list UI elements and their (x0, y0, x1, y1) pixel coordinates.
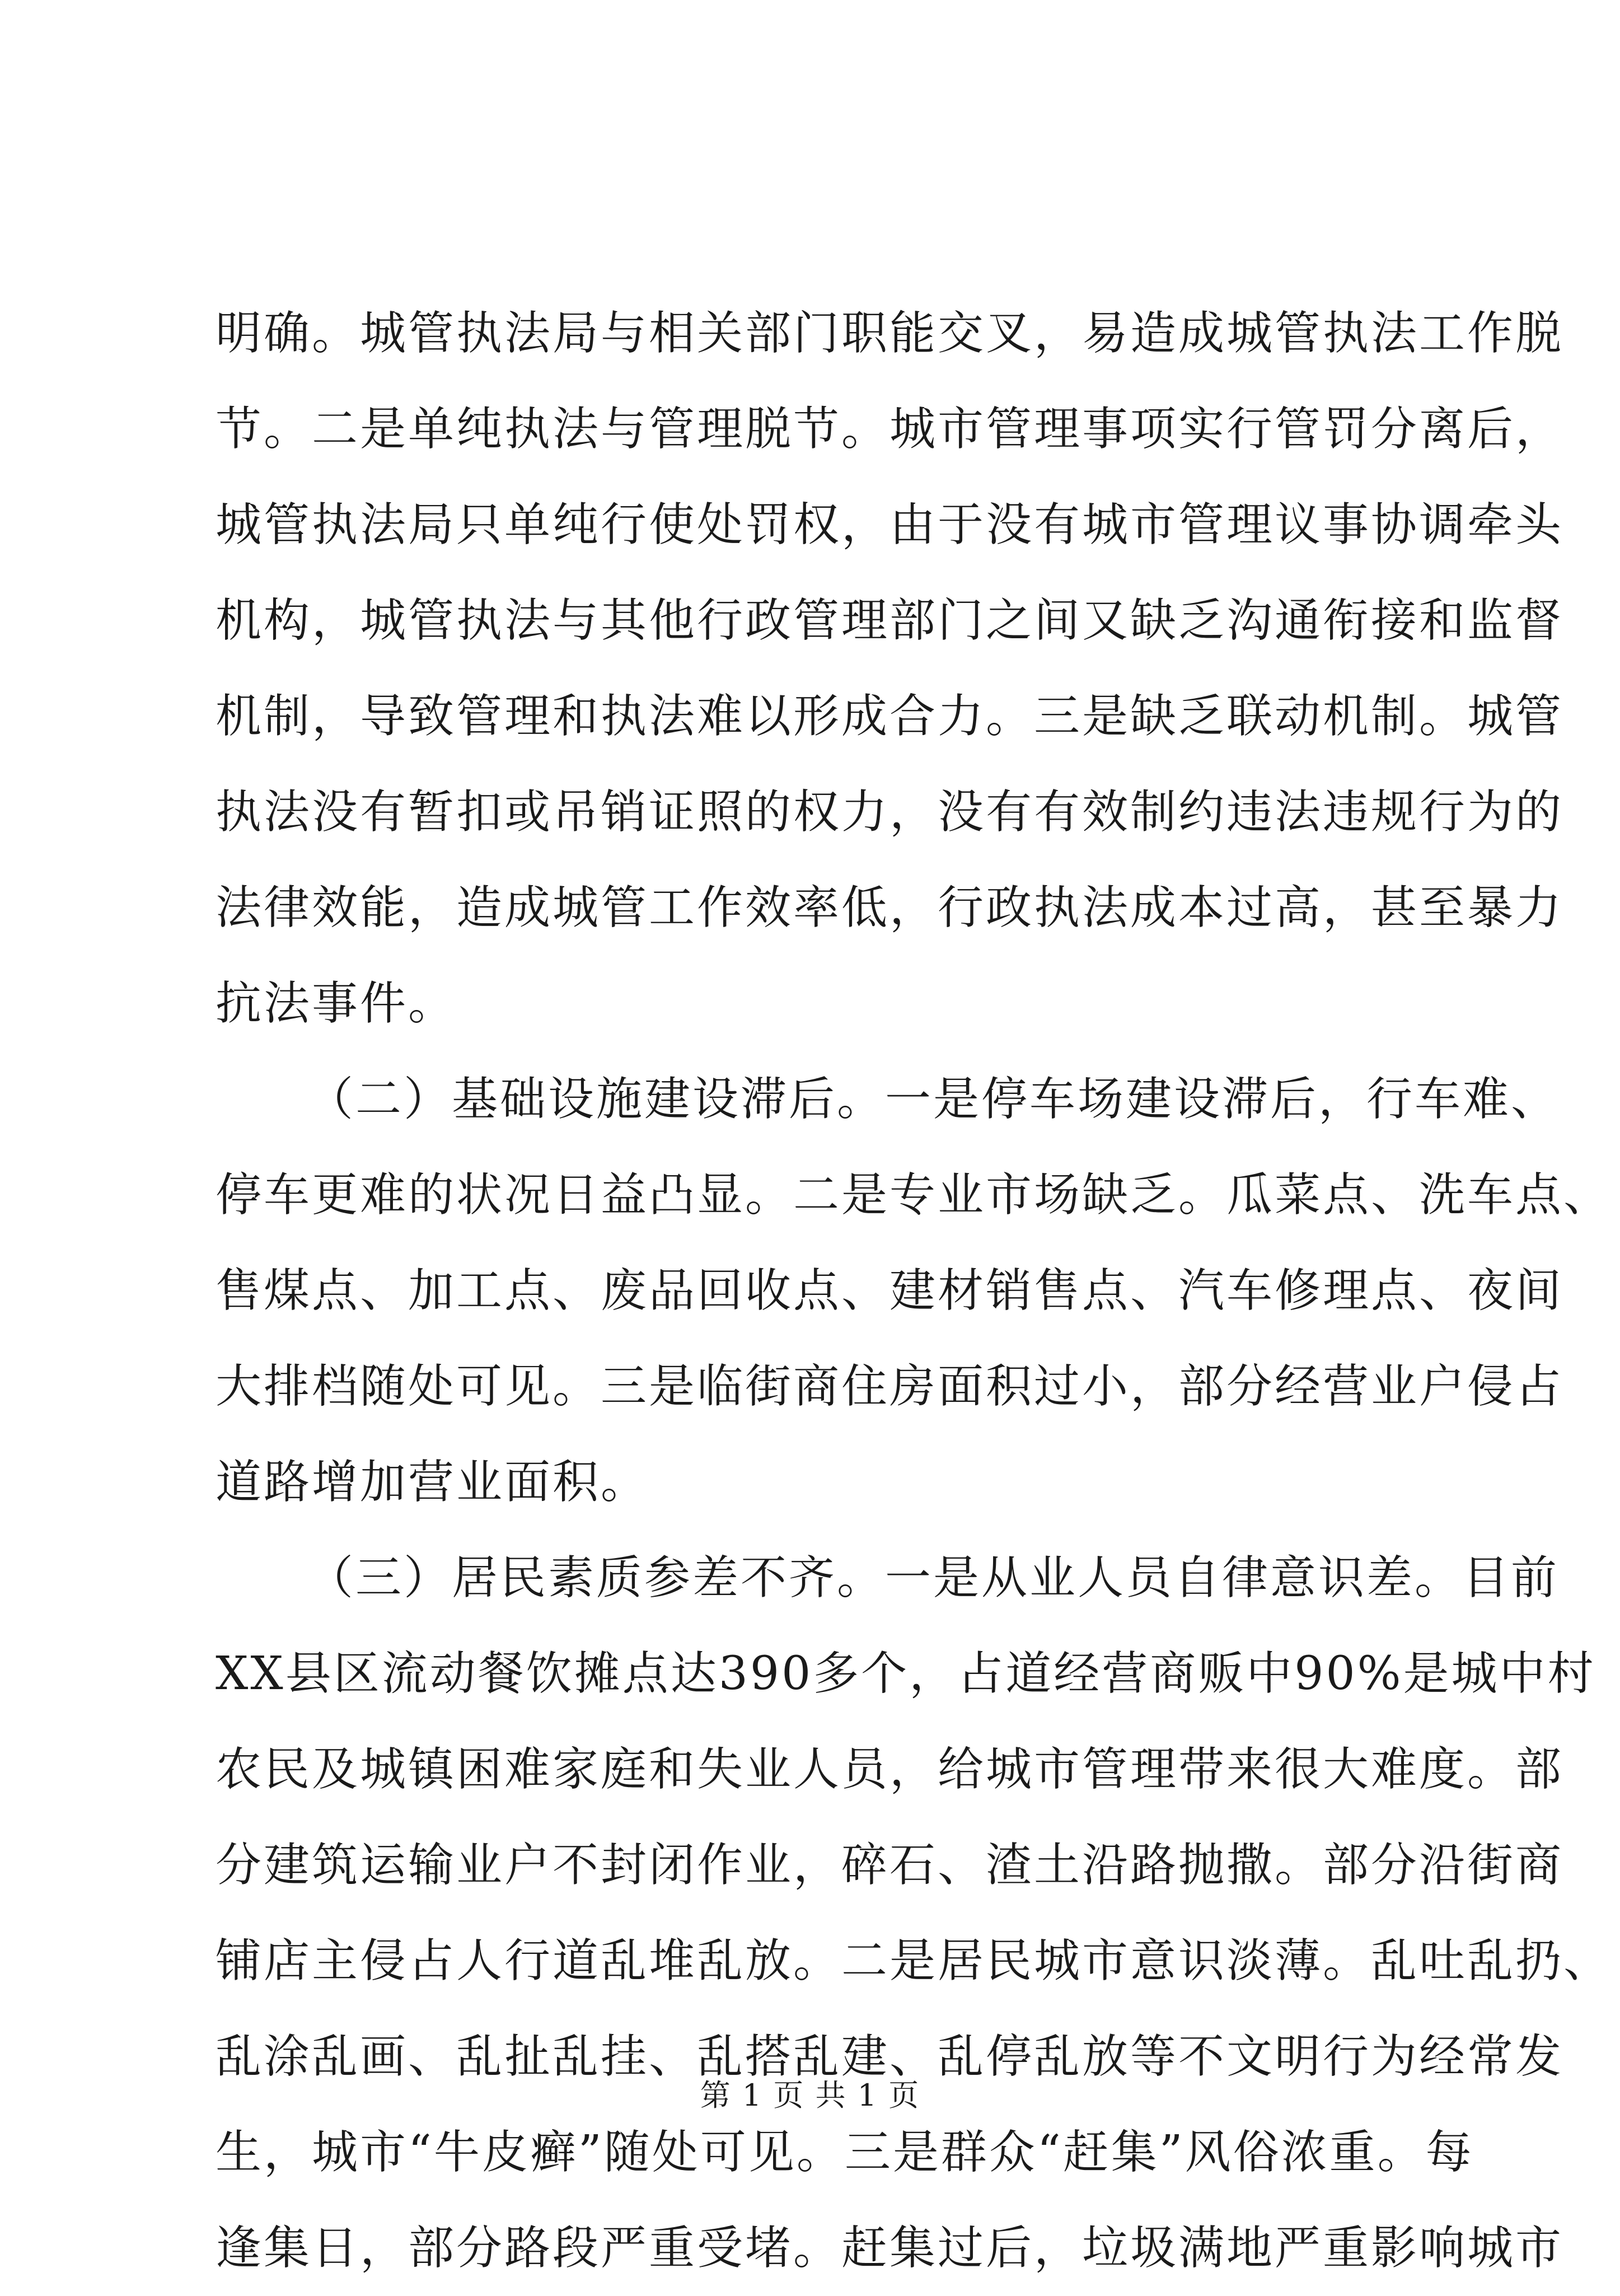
text-line: 道路增加营业面积。 (216, 1456, 649, 1509)
text-line: 机制，导致管理和执法难以形成合力。三是缺乏联动机制。城管 (216, 690, 1564, 743)
text-line: 分建筑运输业户不封闭作业，碎石、渣土沿路抛撒。部分沿街商 (216, 1839, 1564, 1892)
text-line: 生，城市“牛皮癣”随处可见。三是群众“赶集”风俗浓重。每 (216, 2126, 1474, 2179)
text-line: 机构，城管执法与其他行政管理部门之间又缺乏沟通衔接和监督 (216, 594, 1564, 647)
text-line: 铺店主侵占人行道乱堆乱放。二是居民城市意识淡薄。乱吐乱扔、 (216, 1934, 1612, 1988)
text-line: 农民及城镇困难家庭和失业人员，给城市管理带来很大难度。部 (216, 1743, 1564, 1796)
text-line: 法律效能，造成城管工作效率低，行政执法成本过高，甚至暴力 (216, 881, 1564, 934)
text-line: 逢集日，部分路段严重受堵。赶集过后，垃圾满地严重影响城市 (216, 2222, 1564, 2275)
text-line: 售煤点、加工点、废品回收点、建材销售点、汽车修理点、夜间 (216, 1264, 1564, 1317)
document-body (216, 286, 1612, 2296)
text-line: 大排档随处可见。三是临街商住房面积过小，部分经营业户侵占 (216, 1360, 1564, 1413)
paragraph-1 (216, 286, 1564, 1051)
text-line: 执法没有暂扣或吊销证照的权力，没有有效制约违法违规行为的 (216, 785, 1564, 839)
text-line: 节。二是单纯执法与管理脱节。城市管理事项实行管罚分离后， (216, 403, 1564, 456)
text-line: 明确。城管执法局与相关部门职能交叉，易造成城管执法工作脱 (216, 307, 1564, 360)
text-line: （三）居民素质参差不齐。一是从业人员自律意识差。目前 (307, 1551, 1560, 1605)
text-line: 抗法事件。 (216, 977, 457, 1030)
text-line: 乱涂乱画、乱扯乱挂、乱搭乱建、乱停乱放等不文明行为经常发 (216, 2030, 1564, 2083)
paragraph-2 (216, 1051, 1612, 1530)
text-line: （二）基础设施建设滞后。一是停车场建设滞后，行车难、 (307, 1073, 1560, 1126)
text-line: 停车更难的状况日益凸显。二是专业市场缺乏。瓜菜点、洗车点、 (216, 1168, 1612, 1222)
text-line: XX县区流动餐饮摊点达390多个，占道经营商贩中90%是城中村 (216, 1647, 1596, 1700)
page-number-footer: 第 1 页 共 1 页 (700, 2078, 920, 2113)
paragraph-3 (216, 1530, 1612, 2296)
text-line: 城管执法局只单纯行使处罚权，由于没有城市管理议事协调牵头 (216, 498, 1564, 551)
